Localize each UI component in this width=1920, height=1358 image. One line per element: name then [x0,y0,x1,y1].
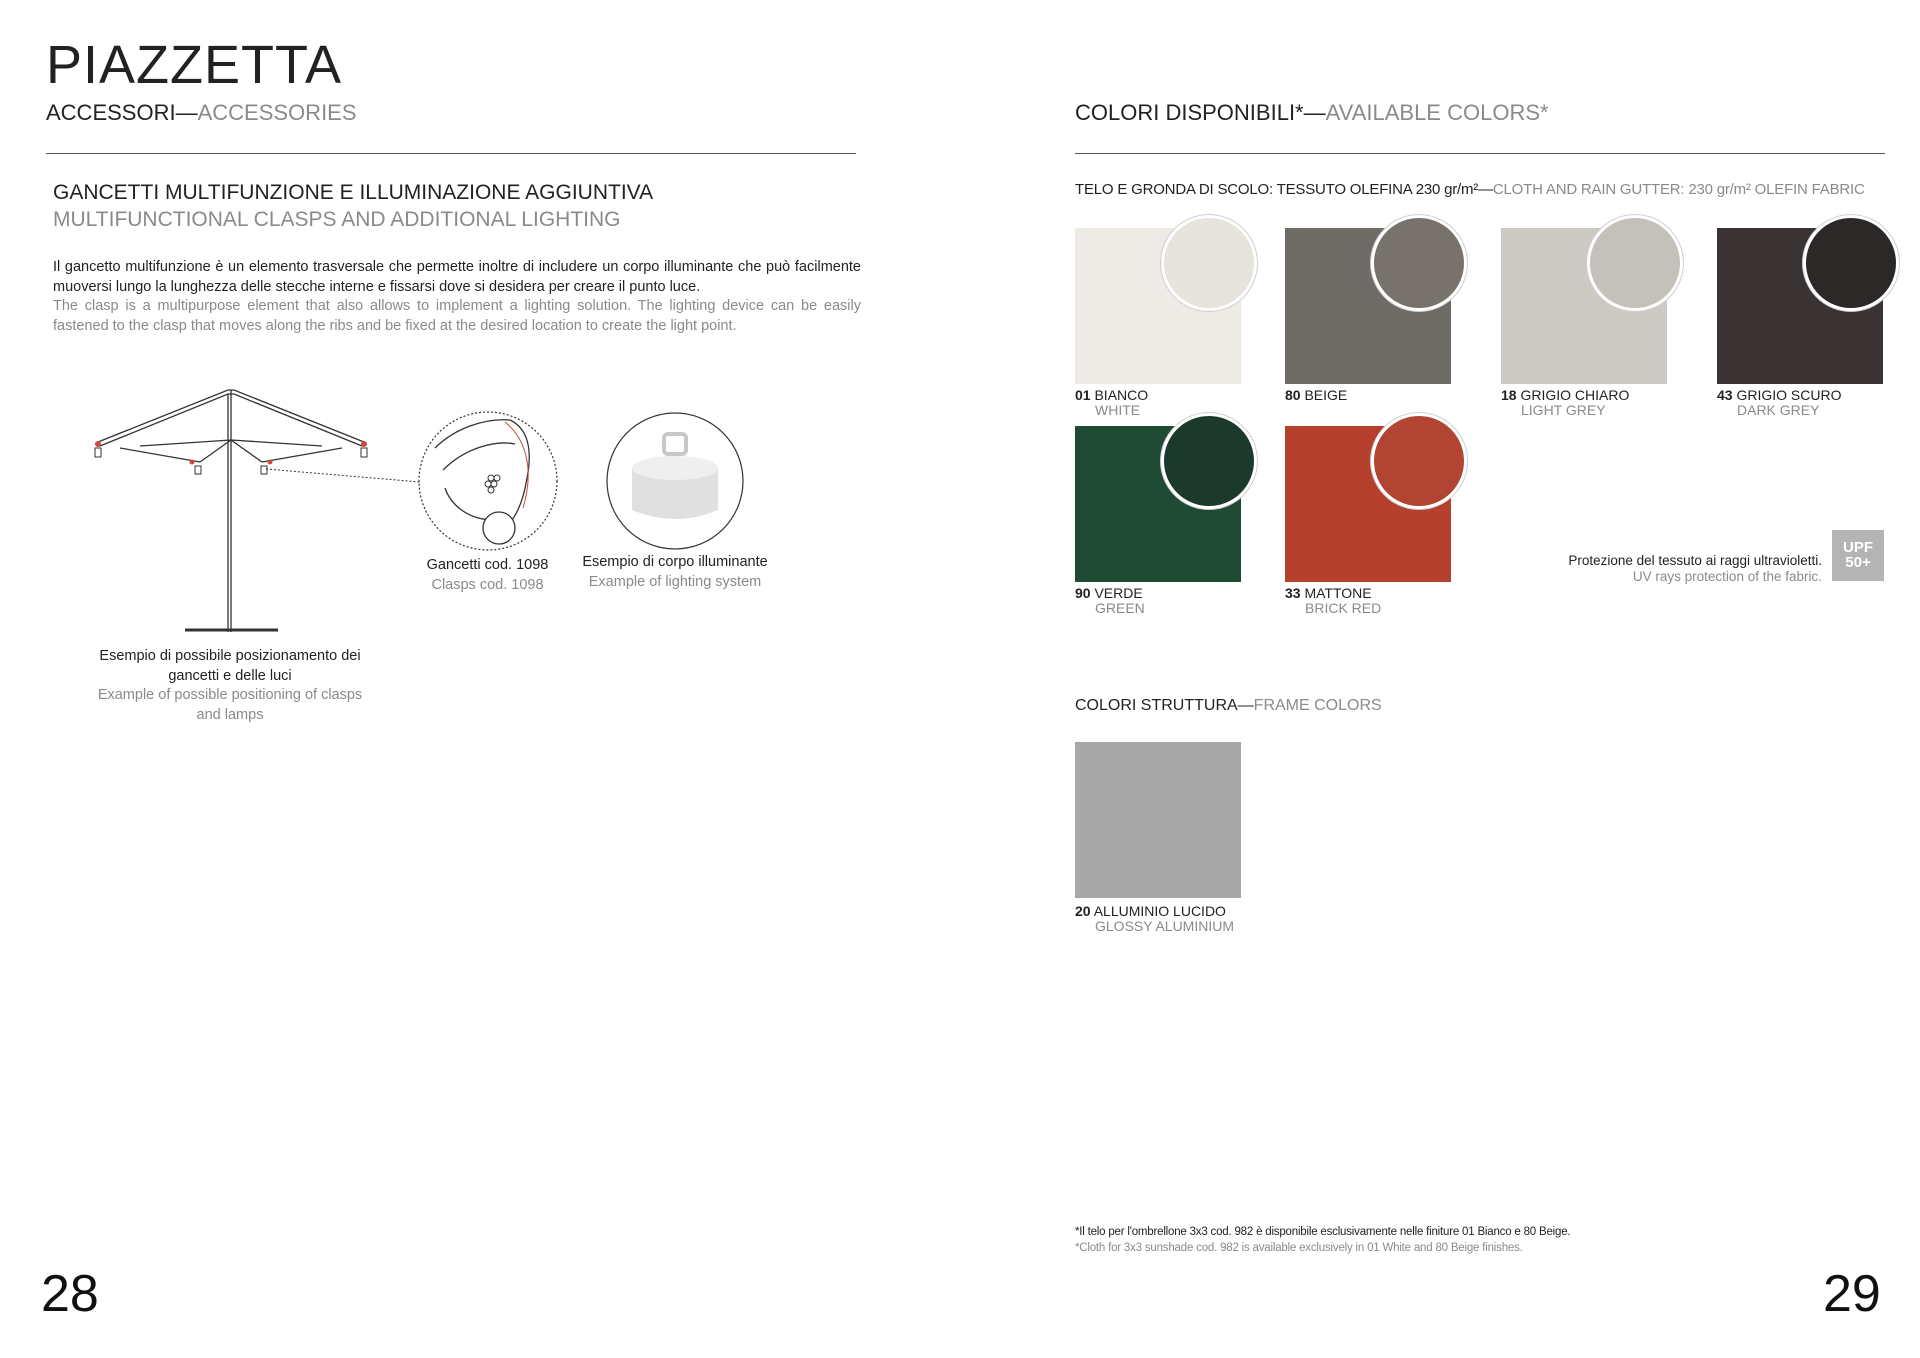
color-code: 90 [1075,585,1091,601]
page-number-left: 28 [41,1265,99,1323]
page-subtitle [46,100,357,126]
swatch-grigio-chiaro-detail [1587,215,1683,311]
umbrella-caption-it-2: gancetti e delle luci [168,667,292,684]
description-it: Il gancetto multifunzione è un elemento trasversale che permette inoltre di includere un corpo illuminante che può facilmente muoversi lungo la lunghezza delle stecche interne e fissarsi dove si desidera per creare il punto luce. [53,259,861,295]
dash-separator: — [175,100,198,125]
swatch-alluminio-lucido [1075,742,1241,898]
section-title-it: GANCETTI MULTIFUNZIONE E ILLUMINAZIONE AGGIUNTIVA [53,181,654,204]
light-caption-it: Esempio di corpo illuminante [582,554,768,570]
swatch-beige-detail [1371,215,1467,311]
swatch-grigio-scuro-detail [1803,215,1899,311]
description-en: The clasp is a multipurpose element that also allows to implement a lighting solution. The lighting device can be easily fastened to the clasp that moves along the ribs and be fixed at the desired location to create the light point. [53,298,861,334]
color-name-it: BEIGE [1304,387,1348,403]
subtitle-it: ACCESSORI [46,100,176,125]
frame-colors-heading [1075,697,1382,715]
light-detail-illustration [604,410,746,552]
color-name-it: GRIGIO CHIARO [1520,387,1630,403]
swatch-alluminio-label [1075,904,1234,934]
color-code: 18 [1501,387,1517,403]
dash-separator: — [1303,100,1326,125]
description [53,258,861,336]
subtitle-en: ACCESSORIES [197,100,357,125]
footnote-en: *Cloth for 3x3 sunshade cod. 982 is available exclusively in 01 White and 80 Beige finishes. [1075,1242,1523,1254]
frame-heading-it: COLORI STRUTTURA [1075,697,1238,714]
color-name-it: BIANCO [1094,387,1149,403]
clasp-caption-it: Gancetti cod. 1098 [426,557,549,573]
header-divider-right [1075,153,1885,154]
colors-heading-en: AVAILABLE COLORS* [1325,100,1549,125]
color-name-en: BRICK RED [1305,600,1382,616]
light-caption-en: Example of lighting system [588,573,762,590]
color-name-it: MATTONE [1304,585,1372,601]
color-code: 80 [1285,387,1301,403]
color-code: 01 [1075,387,1091,403]
upf-line1: UPF [1843,539,1873,556]
swatch-grigio-chiaro-label [1501,388,1629,418]
swatch-grigio-scuro-label [1717,388,1841,418]
swatch-verde-label [1075,586,1145,616]
footnote-it: *Il telo per l'ombrellone 3x3 cod. 982 è disponibile esclusivamente nelle finiture 01 Bianco e 80 Beige. [1075,1226,1571,1238]
swatch-verde-detail [1161,413,1257,509]
color-name-en: LIGHT GREY [1521,402,1606,418]
uv-protection-it: Protezione del tessuto ai raggi ultravioletti. [1568,553,1822,568]
color-name-en: DARK GREY [1737,402,1820,418]
umbrella-caption [90,647,370,725]
clasp-detail-illustration [415,408,561,554]
upf-line2: 50+ [1845,554,1871,571]
swatch-mattone-label [1285,586,1381,616]
umbrella-caption-en-2: and lamps [196,706,264,723]
dash-separator: — [1237,697,1254,714]
frame-heading-en: FRAME COLORS [1253,697,1382,714]
light-caption [570,553,780,592]
fabric-heading-it: TELO E GRONDA DI SCOLO: TESSUTO OLEFINA 230 gr/m² [1075,181,1479,198]
swatch-mattone-detail [1371,413,1467,509]
page-number-right: 29 [1823,1265,1881,1323]
brand-title: PIAZZETTA [46,35,343,95]
swatch-bianco-detail [1161,215,1257,311]
color-name-en: WHITE [1095,402,1141,418]
fabric-heading [1075,181,1865,198]
color-code: 20 [1075,903,1091,919]
color-code: 43 [1717,387,1733,403]
color-name-en: GLOSSY ALUMINIUM [1095,918,1235,934]
swatch-beige-label [1285,388,1347,403]
color-name-it: ALLUMINIO LUCIDO [1093,903,1226,919]
color-code: 33 [1285,585,1301,601]
upf-badge [1832,530,1884,581]
clasp-caption [400,556,575,595]
dash-separator: — [1478,181,1493,198]
fabric-heading-en: CLOTH AND RAIN GUTTER: 230 gr/m² OLEFIN FABRIC [1492,181,1865,198]
color-name-it: GRIGIO SCURO [1736,387,1842,403]
section-title-en: MULTIFUNCTIONAL CLASPS AND ADDITIONAL LIGHTING [53,208,621,231]
header-divider [46,153,856,154]
colors-heading [1075,100,1549,126]
uv-protection-en: UV rays protection of the fabric. [1632,569,1822,584]
color-name-en: GREEN [1095,600,1145,616]
clasp-caption-en: Clasps cod. 1098 [431,576,544,593]
umbrella-caption-en-1: Example of possible positioning of clasps [97,687,363,703]
umbrella-caption-it-1: Esempio di possibile posizionamento dei [99,648,361,664]
colors-heading-it: COLORI DISPONIBILI* [1075,100,1304,125]
color-name-it: VERDE [1094,585,1143,601]
swatch-bianco-label [1075,388,1148,418]
